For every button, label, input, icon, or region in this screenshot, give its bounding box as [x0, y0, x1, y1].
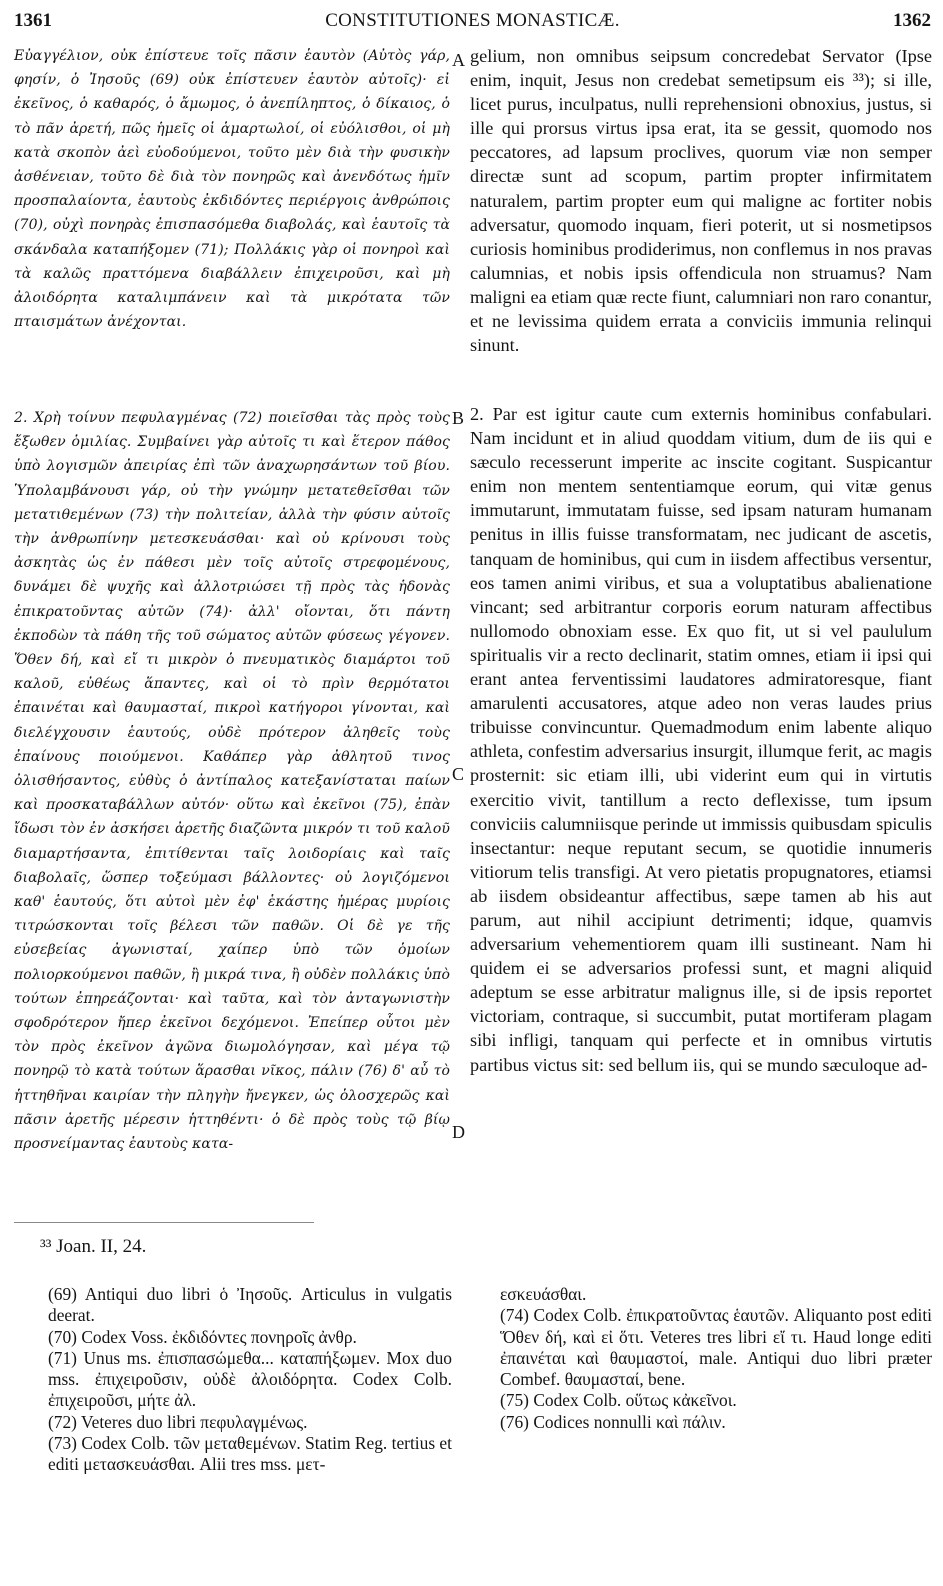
greek-paragraph-1: Εὐαγγέλιον, οὐκ ἐπίστευε τοῖς πᾶσιν ἑαυτὸν (Αὐτὸς γάρ, φησίν, ὁ Ἰησοῦς (69) οὐκ ἐπίστευεν ἑαυτὸν αὐτοῖς)· εἰ ἐκεῖνος, ὁ καθαρός, ὁ ἄμωμος, ὁ ἀνεπίληπτος, ὁ δίκαιος, ὁ τὸ πᾶν ἀρετή, πῶς ἡμεῖς οἱ ἁμαρτωλοί, οἱ εὐόλισθοι, οἱ μὴ κατὰ σκοπὸν ἀεὶ εὐοδούμενοι, τοῦτο μὲν διὰ τὴν φυσικὴν ἀσθένειαν, τοῦτο δὲ διὰ τὸν πονηρῶς καὶ ἀνενδότως ἡμῖν προσπαλαίοντα, ἑαυτοὺς ἐκδιδόντες περιέργοις ἀνθρώποις (70), οὐχὶ πονηρὰς ἐπισπασόμεθα διαβολάς, καὶ ἑαυτοῖς τὰ σκάνδαλα καταπήξομεν (71); Πολλάκις γὰρ οἱ πονηροὶ καὶ τὰ καλῶς πραττόμενα διαβάλλειν ἐπιχειροῦσι, καὶ μὴ ἀλοιδόρητα καταλιμπάνειν καὶ τὰ μικρότατα τῶν πταισμάτων ἀνέχονται.: [14, 48, 450, 331]
latin-paragraph-2: 2. Par est igitur caute cum externis hominibus confabulari. Nam incidunt et in aliud quoddam vitium, dum de iis qui e sæculo recesserunt imperite ac inscite cogitant. Suspicantur enim non mentem sententiamque eorum, qui vitæ genus immutarunt, immutatam fuisse, sed ipsam naturam humanam penitus in illis fuisse transformatam, nec judicant de ascetis, tanquam de hominibus, qui cum in iisdem affectibus versentur, eos tamen animi viribus, et sua a voluptatibus abalienatione vincant; sed arbitrantur corporis eorum naturam affectibus nullomodo obnoxiam esse. Ex quo fit, ut si vel paululum spiritualis vir a recto declinarit, statim omnes, etiam ii ipsi qui erant antea ferventissimi laudatores admiratoresque, fiant amarulenti accusatores, atque adeo non veras laudes prius tribuisse convincuntur. Quemadmodum enim labente aliquo athleta, confestim adversarius insurgit, illumque ferit, ac magis prosternit: sic etiam illi, ubi viderint eum qui in virtutis exercitio vivit, tantillum a recto deflexisse, tum ipsum conviciis calumniisque perinde ut immissis quibusdam spiculis insectantur: neque reputant secum, se quotidie innumeris vitiorum telis transfigi. At vero pietatis propugnatores, etiamsi ab iisdem obsideantur affectibus, sæpe tamen ab his aut parum, aut nihil accipiunt detrimenti; idque, quamvis adversarium vehementiorem quam illi sustineant. Nam hi quidem ei se adversarios professi sunt, et magni aliquid adeptum se esse arbitratur malignus ille, si de ipsis reportet victoriam, contraque, si succumbit, putat mortiferam plagam sibi infligi, tanquam qui perfecte et in omnibus virtutis partibus victus sit: sed bellum iis, qui se mundo sæculoque ad-: [470, 404, 932, 1075]
page-number-right: 1362: [893, 10, 931, 31]
note-69: (69) Antiqui duo libri ὁ Ἰησοῦς. Articulus in vulgatis deerat.: [48, 1284, 452, 1326]
margin-marker-a: A: [452, 50, 465, 70]
note-71: (71) Unus ms. ἐπισπασώμεθα... καταπήξωμεν. Mox duo mss. ἐπιχειροῦσιν, οὐδὲ ἀλοιδόρητα. Codex Colb. ἐπιχειροῦσι, μήτε ἀλ.: [48, 1347, 452, 1411]
margin-marker-d: D: [452, 1122, 465, 1142]
note-70: (70) Codex Voss. ἐκδιδόντες πονηροῖς ἀνθρ.: [48, 1326, 357, 1347]
margin-marker-c: C: [452, 764, 465, 784]
note-73: (73) Codex Colb. τῶν μεταθεμένων. Statim Reg. tertius et editi μετασκευάσθαι. Alii tres mss. μετ-: [48, 1433, 452, 1475]
latin-paragraph-1: gelium, non omnibus seipsum concredebat Servator (Ipse enim, inquit, Jesus non credebat semetipsum eis ³³); si ille, licet purus, inculpatus, nulli reprehensioni obnoxius, justus, si ille qui prorsus virtus ipsa erat, ita se gessit, quomodo nos peccatores, ad lapsum proclives, quorum viæ non semper directæ sunt ad scopum, partim propter infirmitatem naturalem, partim propter eum qui maligne ac fortiter nobis adversatur, quomodo inquam, fieri poterit, ut si nosmetipsos curiosis hominibus prodiderimus, non conflemus in nos pravas calumnias, et nobis ipsis offendicula non struamus? Nam maligni ea etiam quæ recte fiunt, calumniari non raro conantur, et ne levissima quidem errata a conviciis immunia relinqui sinunt.: [470, 46, 932, 356]
note-76: (76) Codices nonnulli καὶ πάλιν.: [500, 1411, 726, 1432]
footnote-divider: [14, 1222, 314, 1223]
note-74: (74) Codex Colb. ἐπικρατοῦντας ἑαυτῶν. Aliquanto post editi Ὅθεν δή, καὶ εἰ ὅτι. Veteres tres libri εἴ τι. Haud longe editi ἐπαινέται καὶ θαυμαστοί, male. Antiqui duo libri præter Combef. θαυμασταί, bene.: [500, 1305, 932, 1390]
page-header: [14, 10, 931, 40]
critical-notes-right: [500, 1284, 932, 1433]
note-75: (75) Codex Colb. οὕτως κἀκεῖνοι.: [500, 1390, 737, 1411]
note-73-continued: εσκευάσθαι.: [500, 1284, 587, 1304]
greek-paragraph-2: 2. Χρὴ τοίνυν πεφυλαγμένας (72) ποιεῖσθαι τὰς πρὸς τοὺς ἔξωθεν ὁμιλίας. Συμβαίνει γὰρ αὐτοῖς τι καὶ ἕτερον πάθος ὑπὸ λογισμῶν ἀπειρίας ἐπὶ τῶν ἀναχωρησάντων τοῦ βίου. Ὑπολαμβάνουσι γάρ, οὐ τὴν γνώμην μετατεθεῖσθαι τῶν μετατιθεμένων (73) τὴν πολιτείαν, ἀλλὰ τὴν φύσιν αὐτοῖς τὴν ἀνθρωπίνην μετεσκευάσθαι· καὶ οὐ κρίνουσι τοὺς ἀσκητὰς ὡς ἐν πάθεσι μὲν τοῖς αὐτοῖς στρεφομένους, δυνάμει δὲ ψυχῆς καὶ ἀλλοτριώσει τῇ πρὸς τὰς ἡδονὰς ἐπικρατοῦντας αὐτῶν (74)· ἀλλ' οἴονται, ὅτι πάντη ἐκποδὼν τὰ πάθη τῆς τοῦ σώματος αὐτῶν φύσεως γέγονεν. Ὅθεν δή, καὶ εἴ τι μικρὸν ὁ πνευματικὸς διαμάρτοι τοῦ καλοῦ, εὐθέως ἅπαντες, καὶ οἱ τὸ πρὶν θερμότατοι ἐπαινέται καὶ θαυμασταί, πικροὶ κατήγοροι γίνονται, καὶ διελέγχουσιν ἑαυτούς, οὐδὲ πρότερον ἀληθεῖς τοὺς ἐπαίνους ποιούμενοι. Καθάπερ γὰρ ἀθλητοῦ τινος ὀλισθήσαντος, εὐθὺς ὁ ἀντίπαλος κατεξανίσταται παίων καὶ προσκαταβάλλων αὐτόν· οὕτω καὶ ἐκεῖνοι (75), ἐπὰν ἴδωσι τὸν ἐν ἀσκήσει ἀρετῆς διαζῶντα μικρόν τι τοῦ καλοῦ διαμαρτήσαντα, ἐπιτίθενται ταῖς λοιδορίαις καὶ ταῖς διαβολαῖς, ὥσπερ τοξεύμασι βάλλοντες· οὐ λογιζόμενοι καθ' ἑαυτούς, ὅτι αὐτοὶ μὲν ἐφ' ἑκάστης ἡμέρας μυρίοις τιτρώσκονται τοῖς βέλεσι τῶν παθῶν. Οἱ δὲ γε τῆς εὐσεβείας ἀγωνισταί, χαίπερ ὑπὸ τῶν ὁμοίων πολιορκούμενοι παθῶν, ἢ μικρά τινα, ἢ οὐδὲν πολλάκις ὑπὸ τούτων ἐπηρεάζονται· καὶ ταῦτα, καὶ τὸν ἀνταγωνιστὴν σφοδρότερον ἤπερ ἐκεῖνοι δεχόμενοι. Ἐπείπερ οὗτοι μὲν τὸν πρὸς ἐκεῖνον ἀγῶνα διωμολόγησαν, καὶ μέγα τῷ πονηρῷ τὸ κατὰ τούτων ἅρασθαι νῖκος, πάλιν (76) δ' αὖ τὸ ἡττηθῆναι καιρίαν τὴν πληγὴν ἤνεγκεν, ὡς ὁλοσχερῶς καὶ πᾶσιν ἀρετῆς μέρεσιν ἡττηθέντι· ὁ δὲ πρὸς τοὺς τῷ βίῳ προσνείμαντας ἑαυτοὺς κατα-: [14, 410, 450, 1153]
margin-marker-b: B: [452, 408, 465, 428]
running-title: CONSTITUTIONES MONASTICÆ.: [325, 10, 620, 31]
note-72: (72) Veteres duo libri πεφυλαγμένως.: [48, 1411, 308, 1432]
page-number-left: 1361: [14, 10, 52, 31]
critical-notes-left: [48, 1284, 452, 1476]
biblical-reference: ³³ Joan. II, 24.: [40, 1236, 147, 1257]
